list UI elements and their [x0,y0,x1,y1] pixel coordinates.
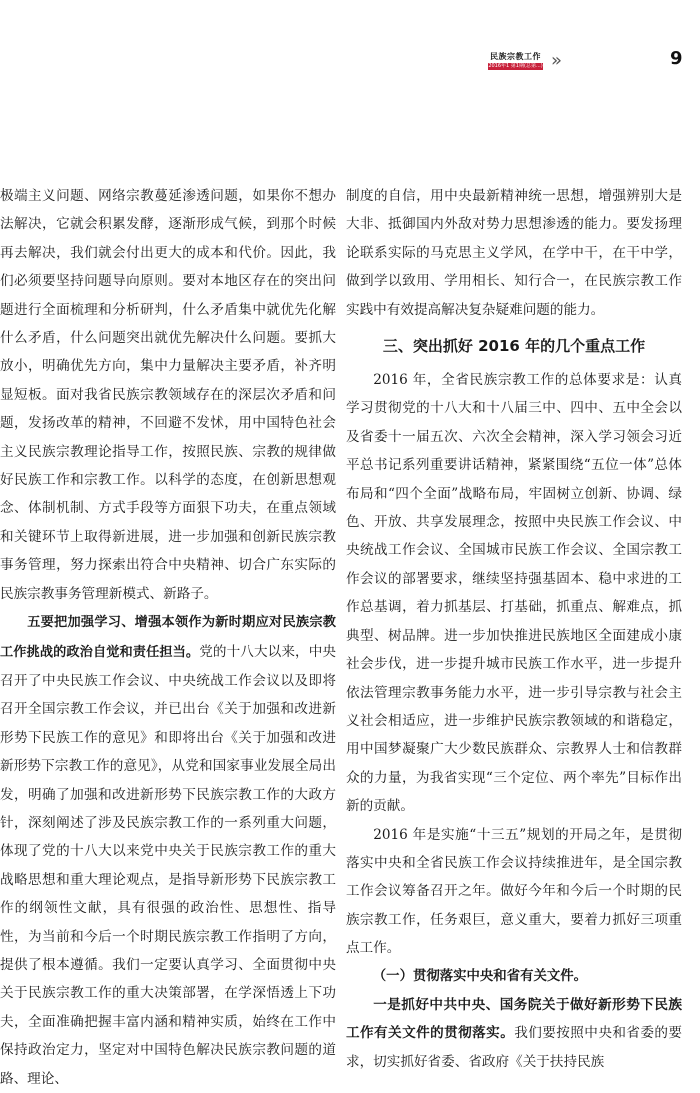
issue-label: 2016年1 第1期(总第...) [488,63,543,69]
paragraph-body: 党的十八大以来，中央召开了中央民族工作会议、中央统战工作会议以及即将召开全国宗教工作会议，并已出台《关于加强和改进新形势下民族工作的意见》和即将出台《关于加强和改进新形势下宗教工作的意见》，从党和国家事业发展全局出发，明确了加强和改进新形势下民族宗教工作的大政方针，深刻阐述了涉及民族宗教工作的一系列重大问题，体现了党的十八大以来党中央关于民族宗教工作的重大战略思想和重大理论观点，是指导新形势下民族宗教工作的纲领性文献，具有很强的政治性、思想性、指导性，为当前和今后一个时期民族宗教工作指明了方向，提供了根本遵循。我们一定要认真学习、全面贯彻中央关于民族宗教工作的重大决策部署，在学深悟透上下功夫，全面准确把握丰富内涵和精神实质，始终在工作中保持政治定力，坚定对中国特色解决民族宗教问题的道路、理论、 [0,643,336,1087]
magazine-title: 民族宗教工作 [490,52,541,61]
page-number: 9 [670,48,683,69]
right-column [346,182,682,1076]
paragraph: 2016 年是实施“十三五”规划的开局之年，是贯彻落实中央和全省民族工作会议持续推进年，是全国宗教工作会议筹备召开之年。做好今年和今后一个时期的民族宗教工作，任务艰巨，意义重大，要着力抓好三项重点工作。 [346,826,682,957]
paragraph: 制度的自信，用中央最新精神统一思想，增强辨别大是大非、抵御国内外敌对势力思想渗透的能力。要发扬理论联系实际的马克思主义学风，在学中干，在干中学，做到学以致用、学用相长、知行合一，在民族宗教工作实践中有效提高解决复杂疑难问题的能力。 [346,188,682,318]
paragraph: 极端主义问题、网络宗教蔓延渗透问题，如果你不想办法解决，它就会积累发酵，逐渐形成气候，到那个时候再去解决，我们就会付出更大的成本和代价。因此，我们必须要坚持问题导向原则。要对本地区存在的突出问题进行全面梳理和分析研判，什么矛盾集中就优先化解什么矛盾，什么问题突出就优先解决什么问题。要抓大放小，明确优先方向，集中力量解决主要矛盾，补齐明显短板。面对我省民族宗教领域存在的深层次矛盾和问题，发扬改革的精神，不回避不发怵，用中国特色社会主义民族宗教理论指导工作，按照民族、宗教的规律做好民族工作和宗教工作。以科学的态度，在创新思想观念、体制机制、方式手段等方面狠下功夫，在重点领域和关键环节上取得新进展，进一步加强和创新民族宗教事务管理，努力探索出符合中央精神、切合广东实际的民族宗教事务管理新模式、新路子。 [0,188,336,602]
chevron-right-icon: » [551,50,563,71]
section-title: 三、突出抓好 2016 年的几个重点工作 [382,337,646,356]
subsection-title: （一）贯彻落实中央和省有关文件。 [372,968,588,984]
page-header [0,0,700,80]
paragraph-lead: 五要把加强学习、增强本领作为新时期应对民族宗教工作挑战的政治自觉和责任担当。 [0,615,336,660]
paragraph-body: 我们要按照中央和省委的要求，切实抓好省委、省政府《关于扶持民族 [346,1025,683,1070]
magazine-badge [488,52,543,70]
left-column [0,182,336,1093]
paragraph [346,991,682,1076]
paragraph [0,608,336,1093]
paragraph-lead: 一是抓好中共中央、国务院关于做好新形势下民族工作有关文件的贯彻落实。 [346,996,682,1042]
paragraph: 2016 年，全省民族宗教工作的总体要求是：认真学习贯彻党的十八大和十八届三中、四中、五中全会以及省委十一届五次、六次全会精神，深入学习领会习近平总书记系列重要讲话精神，紧紧围绕“五位一体”总体布局和“四个全面”战略布局，牢固树立创新、协调、绿色、开放、共享发展理念，按照中央民族工作会议、中央统战工作会议、全国城市民族工作会议、全国宗教工作会议的部署要求，继续坚持强基固本、稳中求进的工作总基调，着力抓基层、打基础，抓重点、解难点，抓典型、树品牌。进一步加快推进民族地区全面建成小康社会步伐，进一步提升城市民族工作水平，进一步提升依法管理宗教事务能力水平，进一步引导宗教与社会主义社会相适应，进一步维护民族宗教领域的和谐稳定，用中国梦凝聚广大少数民族群众、宗教界人士和信教群众的力量，为我省实现“三个定位、两个率先”目标作出新的贡献。 [346,372,682,815]
